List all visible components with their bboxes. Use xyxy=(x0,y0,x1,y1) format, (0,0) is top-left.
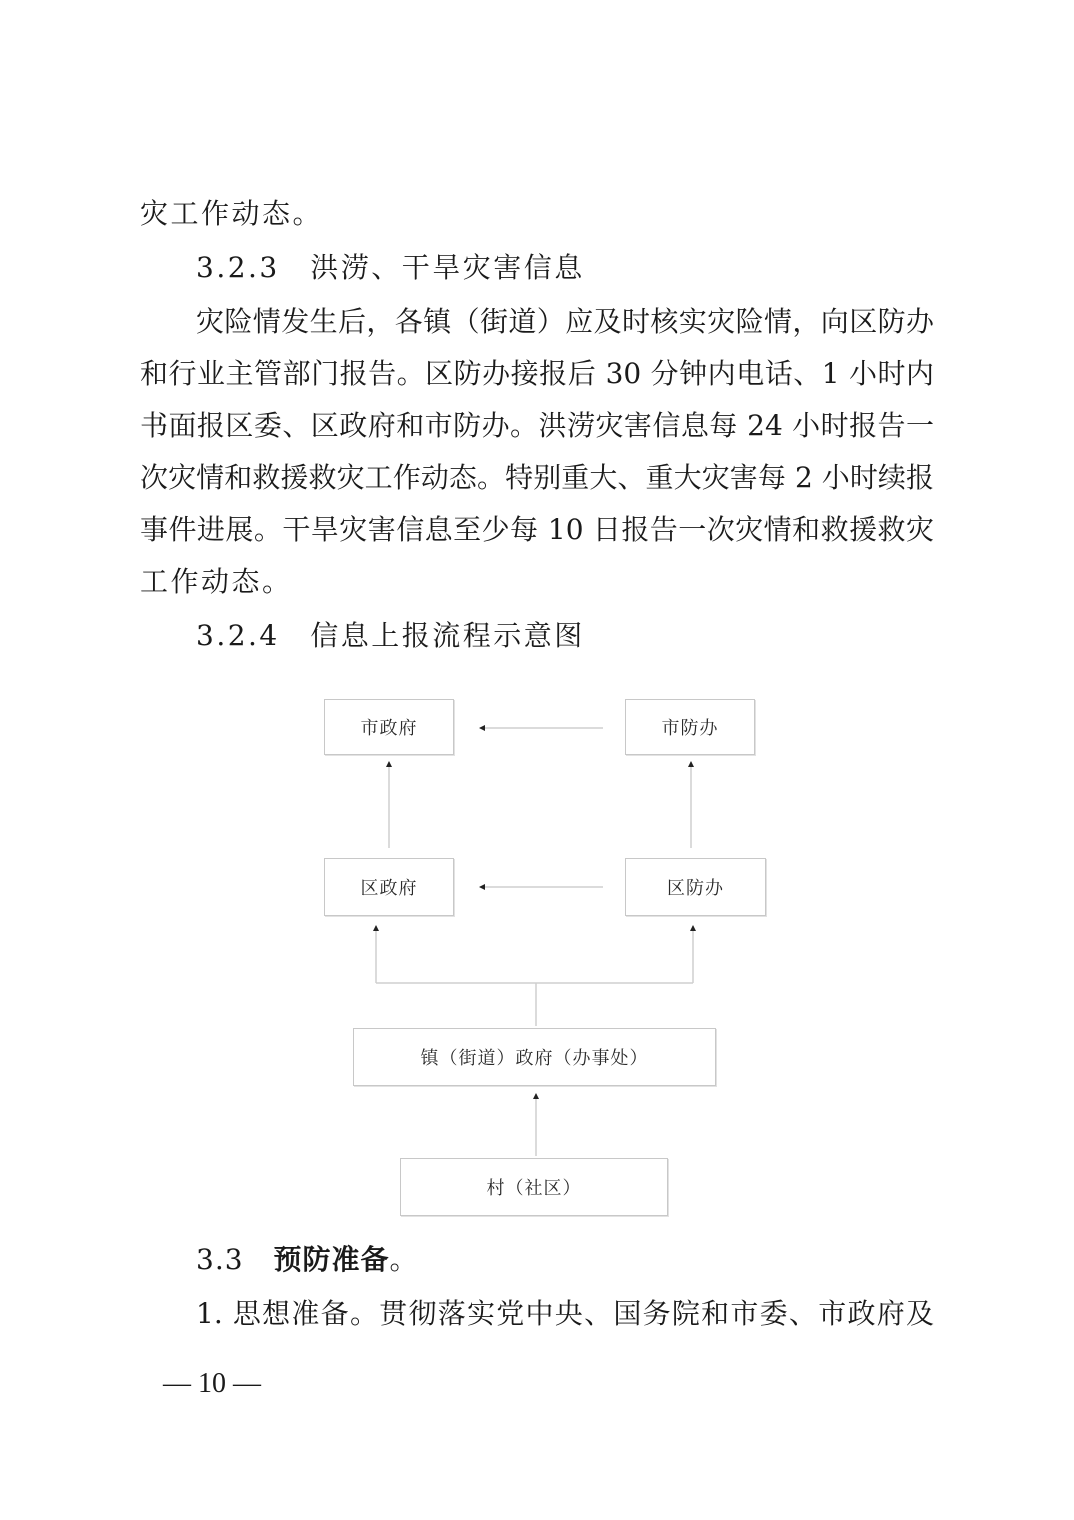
section-heading-3-2-4: 3.2.4 信息上报流程示意图 xyxy=(196,619,585,652)
paragraph-line: 灾险情发生后，各镇（街道）应及时核实灾险情，向区防办 xyxy=(196,305,934,338)
section-title-end: 。 xyxy=(389,1243,419,1276)
section-heading-3-3 xyxy=(196,1242,419,1278)
paragraph-line: 事件进展。干旱灾害信息至少每 10 日报告一次灾情和救援救灾 xyxy=(140,513,934,546)
node-city-flood-office: 市防办 xyxy=(625,699,755,755)
node-district-flood-office: 区防办 xyxy=(625,858,766,916)
paragraph-line: 书面报区委、区政府和市防办。洪涝灾害信息每 24 小时报告一 xyxy=(140,409,934,442)
paragraph-line: 次灾情和救援救灾工作动态。特别重大、重大灾害每 2 小时续报 xyxy=(140,461,934,494)
node-village: 村（社区） xyxy=(400,1158,668,1216)
paragraph-line: 工作动态。 xyxy=(140,565,293,598)
paragraph-line: 1. 思想准备。贯彻落实党中央、国务院和市委、市政府及 xyxy=(196,1297,934,1330)
section-number: 3.3 xyxy=(196,1243,244,1276)
node-town-gov: 镇（街道）政府（办事处） xyxy=(353,1028,716,1086)
node-district-gov: 区政府 xyxy=(324,858,454,916)
paragraph-line: 灾工作动态。 xyxy=(140,197,324,230)
page-number: — 10 — xyxy=(163,1368,261,1399)
section-heading-3-2-3: 3.2.3 洪涝、干旱灾害信息 xyxy=(196,251,585,284)
paragraph-line: 和行业主管部门报告。区防办接报后 30 分钟内电话、1 小时内 xyxy=(140,357,934,390)
section-title: 预防准备 xyxy=(273,1243,390,1276)
node-city-gov: 市政府 xyxy=(324,699,454,755)
